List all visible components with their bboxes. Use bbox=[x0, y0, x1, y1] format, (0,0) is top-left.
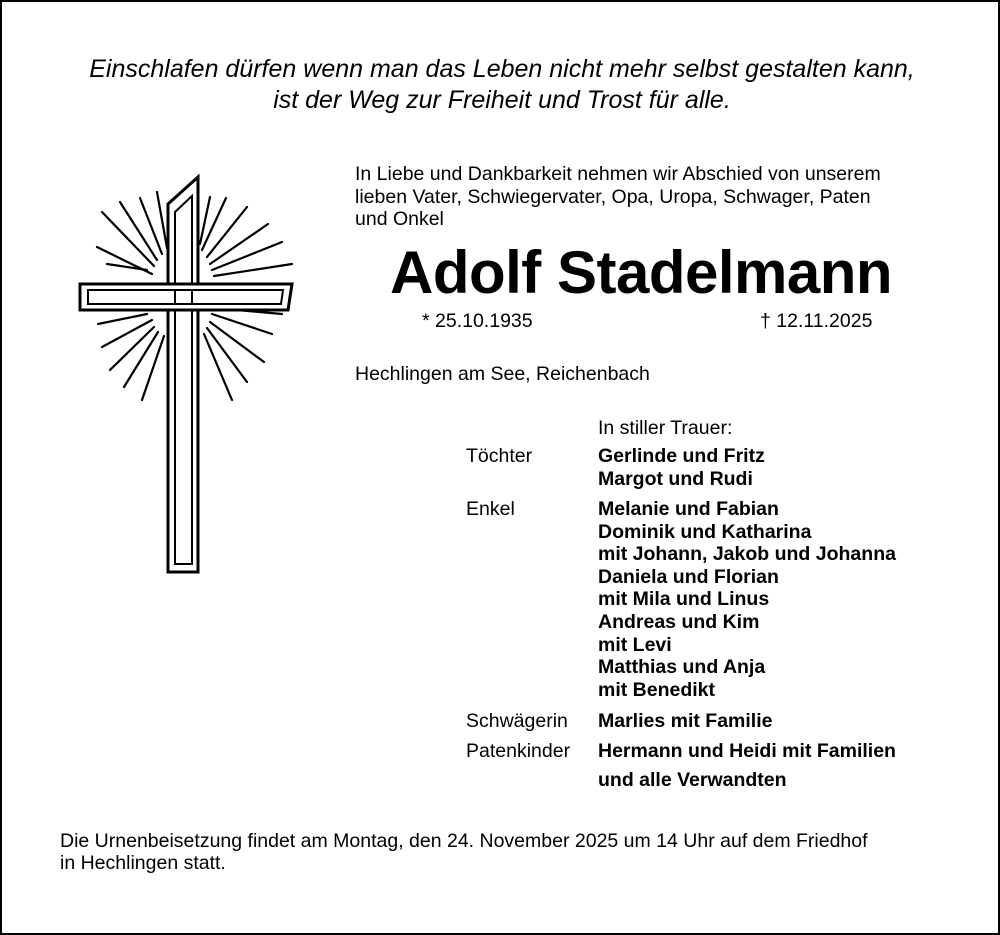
mourner-name: Melanie und Fabian bbox=[598, 498, 779, 520]
quote bbox=[2, 54, 1000, 116]
mourners-heading: In stiller Trauer: bbox=[598, 417, 733, 439]
residence-place: Hechlingen am See, Reichenbach bbox=[355, 363, 650, 385]
mourner-group-names bbox=[598, 710, 772, 733]
mourner-name: mit Benedikt bbox=[598, 678, 716, 701]
mourner-group-names bbox=[598, 445, 765, 490]
mourner-name: Daniela und Florian bbox=[598, 565, 779, 588]
mourner-group-names bbox=[598, 498, 896, 701]
birth-date: * 25.10.1935 bbox=[422, 310, 533, 332]
mourner-name: Hermann und Heidi mit Familien bbox=[598, 740, 896, 762]
mourner-group-label: Töchter bbox=[466, 445, 533, 467]
mourners-closing: und alle Verwandten bbox=[598, 769, 787, 791]
death-date: † 12.11.2025 bbox=[760, 310, 873, 332]
mourner-name: Matthias und Anja bbox=[598, 656, 766, 679]
intro-text bbox=[355, 163, 955, 231]
intro-line-2: lieben Vater, Schwiegervater, Opa, Uropa, Schwager, Paten bbox=[355, 185, 871, 208]
mourner-name: Marlies mit Familie bbox=[598, 710, 773, 732]
mourner-name: Dominik und Katharina bbox=[598, 520, 812, 543]
mourner-group-names bbox=[598, 740, 896, 763]
mourner-name: Margot und Rudi bbox=[598, 467, 753, 490]
quote-line-2: ist der Weg zur Freiheit und Trost für alle. bbox=[273, 86, 731, 114]
mourner-group-label: Enkel bbox=[466, 498, 515, 520]
mourner-name: Andreas und Kim bbox=[598, 610, 760, 633]
intro-line-1: In Liebe und Dankbarkeit nehmen wir Abschied von unserem bbox=[355, 163, 881, 185]
funeral-line-2: in Hechlingen statt. bbox=[60, 852, 226, 874]
mourner-group-label: Patenkinder bbox=[466, 740, 571, 762]
mourner-name: mit Johann, Jakob und Johanna bbox=[598, 543, 896, 566]
deceased-name: Adolf Stadelmann bbox=[390, 239, 893, 306]
intro-line-3: und Onkel bbox=[355, 208, 444, 230]
quote-line-1: Einschlafen dürfen wenn man das Leben nicht mehr selbst gestalten kann, bbox=[89, 55, 915, 83]
funeral-line-1: Die Urnenbeisetzung findet am Montag, den 24. November 2025 um 14 Uhr auf dem Friedhof bbox=[60, 830, 868, 852]
funeral-notice bbox=[60, 830, 960, 874]
mourner-name: Gerlinde und Fritz bbox=[598, 445, 765, 467]
mourner-group-label: Schwägerin bbox=[466, 710, 568, 732]
mourner-name: mit Mila und Linus bbox=[598, 588, 770, 611]
mourner-name: mit Levi bbox=[598, 633, 672, 656]
radiant-cross-icon bbox=[72, 172, 312, 582]
